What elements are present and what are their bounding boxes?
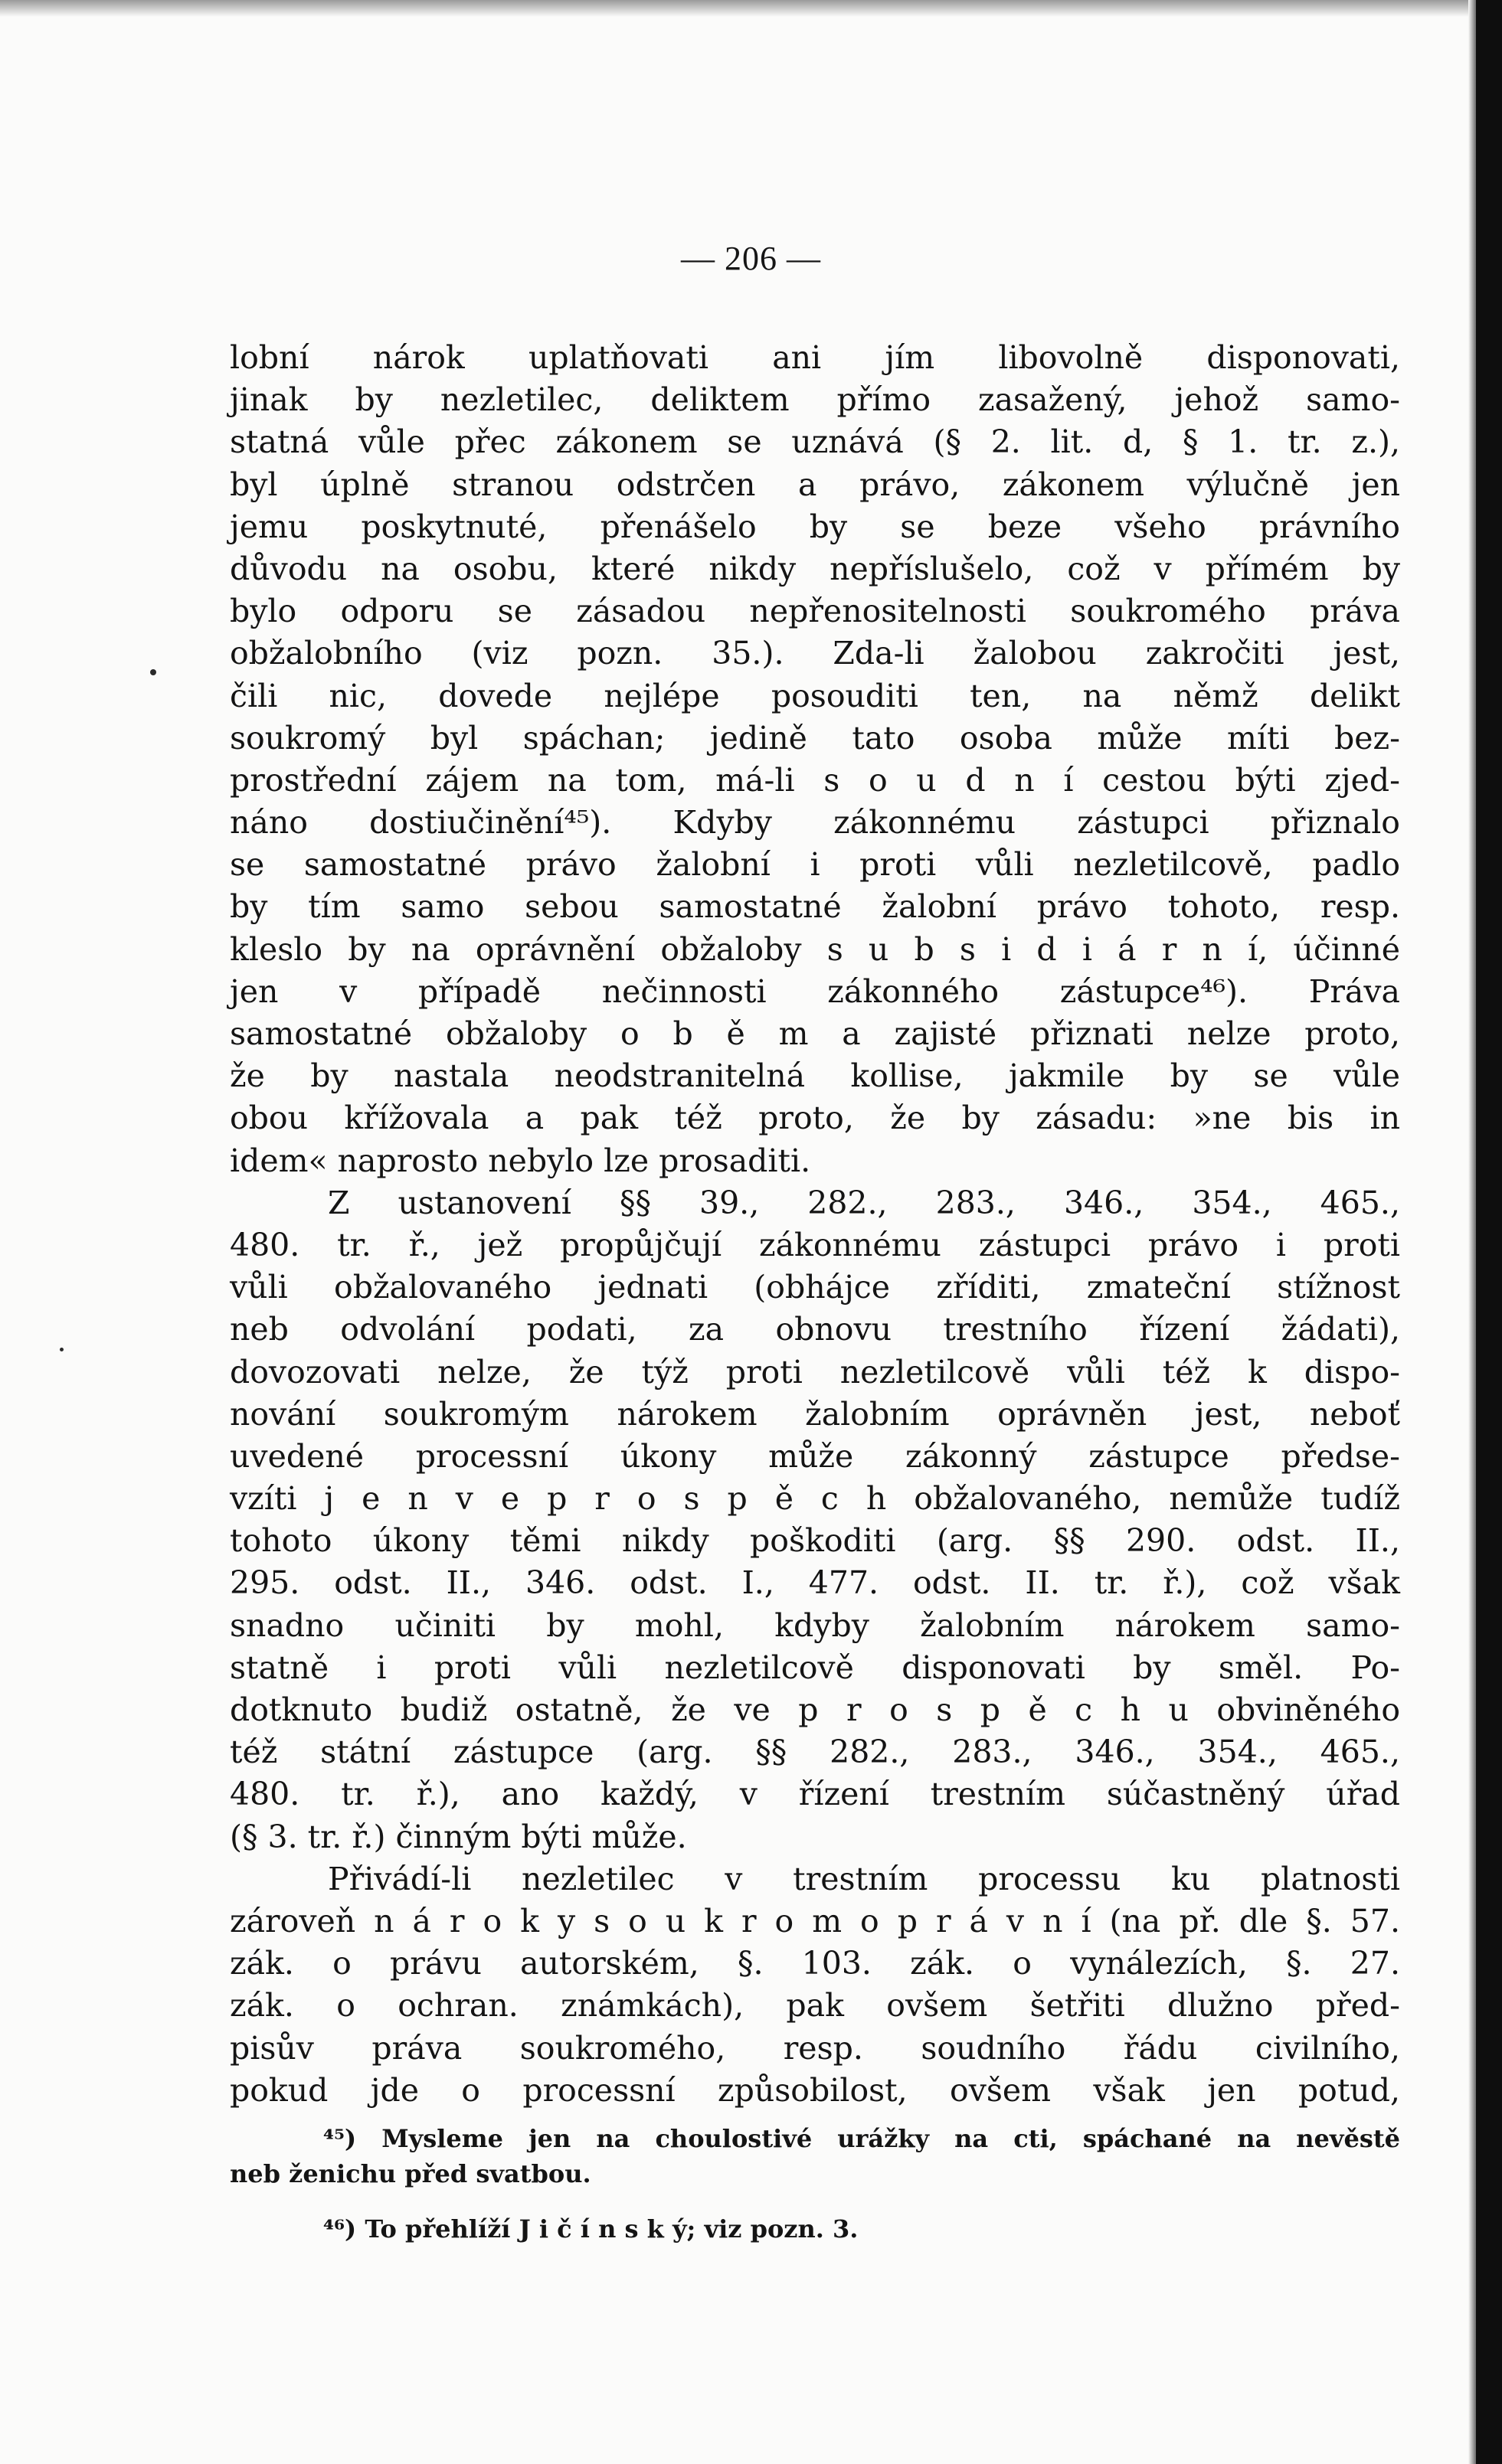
text-line: 295. odst. II., 346. odst. I., 477. odst. II. tr. ř.), což však — [230, 1564, 1400, 1602]
text-line: nování soukromým nárokem žalobním oprávněn jest, neboť — [230, 1395, 1400, 1433]
scan-border-right — [1476, 0, 1502, 2464]
text-line: obžalobního (viz pozn. 35.). Zda-li žalobou zakročiti jest, — [230, 635, 1400, 672]
text-line: bylo odporu se zásadou nepřenositelnosti soukromého práva — [230, 593, 1400, 630]
paragraph — [230, 1858, 1400, 2112]
text-line: Přivádí-li nezletilec v trestním processu ku platnosti — [328, 1860, 1400, 1897]
text-line: lobní nárok uplatňovati ani jím libovolně disponovati, — [230, 339, 1400, 376]
footnote-45 — [230, 2121, 1400, 2191]
text-line: samostatné obžaloby o b ě m a zajisté přiznati nelze proto, — [230, 1015, 1400, 1052]
footnote-46 — [230, 2211, 1400, 2247]
text-line: statně i proti vůli nezletilcově disponovati by směl. Po- — [230, 1649, 1400, 1686]
text-line: soukromý byl spáchan; jedině tato osoba může míti bez- — [230, 719, 1400, 757]
text-line: zároveň n á r o k y s o u k r o m o p r á v n í (na př. dle §. 57. — [230, 1902, 1400, 1940]
footnote-line: neb ženichu před svatbou. — [230, 2159, 591, 2188]
paragraph — [230, 1182, 1400, 1858]
text-line: statná vůle přec zákonem se uznává (§ 2. lit. d, § 1. tr. z.), — [230, 423, 1400, 461]
text-line: kleslo by na oprávnění obžaloby s u b s i d i á r n í, účinné — [230, 930, 1400, 968]
text-line: vůli obžalovaného jednati (obhájce zříditi, zmateční stížnost — [230, 1269, 1400, 1306]
text-line: vzíti j e n v e p r o s p ě c h obžalovaného, nemůže tudíž — [230, 1480, 1400, 1518]
text-line: obou křížovala a pak též proto, že by zásadu: »ne bis in — [230, 1100, 1400, 1137]
text-line: dotknuto budiž ostatně, že ve p r o s p ě c h u obviněného — [230, 1691, 1400, 1728]
text-line: jemu poskytnuté, přenášelo by se beze všeho právního — [230, 508, 1400, 545]
text-line: snadno učiniti by mohl, kdyby žalobním nárokem samo- — [230, 1606, 1400, 1644]
text-line: že by nastala neodstranitelná kollise, jakmile by se vůle — [230, 1057, 1400, 1095]
footnotes — [230, 2121, 1400, 2247]
text-line: (§ 3. tr. ř.) činným býti může. — [230, 1818, 687, 1855]
scan-speck — [60, 1348, 64, 1351]
text-line: též státní zástupce (arg. §§ 282., 283., 346., 354., 465., — [230, 1734, 1400, 1771]
footnote-line: ⁴⁶) To přehlíží J i č í n s k ý; viz pozn. 3. — [323, 2214, 859, 2243]
text-line: jen v případě nečinnosti zákonného zástupce⁴⁶). Práva — [230, 972, 1400, 1010]
text-line: jinak by nezletilec, deliktem přímo zasažený, jehož samo- — [230, 381, 1400, 419]
text-line: náno dostiučinění⁴⁵). Kdyby zákonnému zástupci přiznalo — [230, 804, 1400, 841]
text-line: tohoto úkony těmi nikdy poškoditi (arg. §§ 290. odst. II., — [230, 1522, 1400, 1560]
text-line: pokud jde o processní způsobilost, ovšem však jen potud, — [230, 2071, 1400, 2109]
text-line: čili nic, dovede nejlépe posouditi ten, na němž delikt — [230, 677, 1400, 714]
text-line: dovozovati nelze, že týž proti nezletilcově vůli též k dispo- — [230, 1353, 1400, 1390]
scan-speck — [150, 669, 156, 675]
text-line: neb odvolání podati, za obnovu trestního řízení žádati), — [230, 1311, 1400, 1348]
text-line: prostřední zájem na tom, má-li s o u d n í cestou býti zjed- — [230, 761, 1400, 799]
main-text — [230, 337, 1400, 2112]
text-line: pisův práva soukromého, resp. soudního řádu civilního, — [230, 2029, 1400, 2067]
text-line: důvodu na osobu, které nikdy nepříslušelo, což v přímém by — [230, 550, 1400, 587]
text-line: byl úplně stranou odstrčen a právo, zákonem výlučně jen — [230, 466, 1400, 503]
text-line: zák. o právu autorském, §. 103. zák. o vynálezích, §. 27. — [230, 1945, 1400, 1982]
text-line: by tím samo sebou samostatné žalobní právo tohoto, resp. — [230, 888, 1400, 926]
text-line: se samostatné právo žalobní i proti vůli nezletilcově, padlo — [230, 846, 1400, 884]
page-top-shadow — [0, 0, 1502, 17]
text-line: zák. o ochran. známkách), pak ovšem šetřiti dlužno před- — [230, 1987, 1400, 2024]
text-line: 480. tr. ř., jež propůjčují zákonnému zástupci právo i proti — [230, 1226, 1400, 1263]
text-line: 480. tr. ř.), ano každý, v řízení trestním súčastněný úřad — [230, 1776, 1400, 1813]
footnote-line: ⁴⁵) Mysleme jen na choulostivé urážky na cti, spáchané na nevěstě — [323, 2124, 1400, 2153]
page-right-shadow — [1468, 0, 1476, 2464]
text-line: uvedené processní úkony může zákonný zástupce předse- — [230, 1437, 1400, 1475]
paragraph — [230, 337, 1400, 1182]
text-line: idem« naprosto nebylo lze prosaditi. — [230, 1142, 811, 1179]
text-line: Z ustanovení §§ 39., 282., 283., 346., 354., 465., — [328, 1184, 1400, 1221]
page-number: — 206 — — [681, 240, 821, 277]
